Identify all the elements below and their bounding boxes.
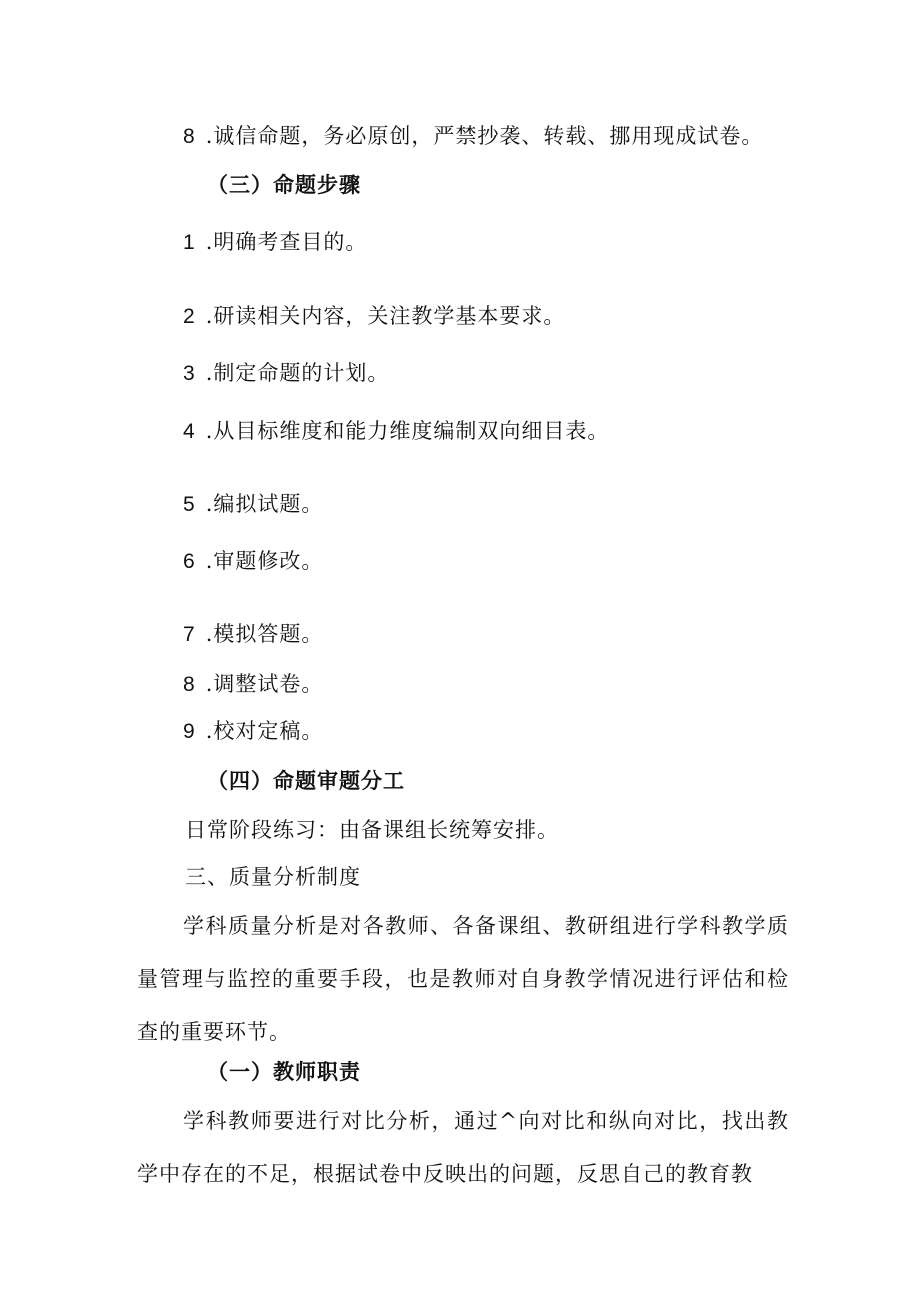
step-number: 3 — [183, 362, 196, 385]
rule-item-8 — [183, 121, 763, 152]
rule-text: .诚信命题，务必原创，严禁抄袭、转载、挪用现成试卷。 — [205, 124, 764, 148]
step-number: 9 — [183, 720, 196, 743]
step-number: 5 — [183, 493, 196, 516]
step-number: 7 — [183, 623, 196, 646]
step-number: 1 — [183, 231, 196, 254]
step-number: 8 — [183, 673, 196, 696]
step-text: .编拟试题。 — [205, 492, 324, 516]
step-text: .校对定稿。 — [205, 719, 324, 743]
quality-paragraph: 学科质量分析是对各教师、各备课组、教研组进行学科教学质量管理与监控的重要手段，也是教师对自身教学情况进行评估和检查的重要环节。 — [137, 914, 789, 1044]
step-item-1 — [183, 227, 367, 258]
section-heading-teacher: （一）教师职责 — [207, 1060, 361, 1084]
step-item-5 — [183, 489, 323, 520]
step-text: .调整试卷。 — [205, 672, 324, 696]
chapter-title-quality: 三、质量分析制度 — [185, 865, 361, 889]
step-item-4 — [183, 416, 609, 447]
step-number: 4 — [183, 420, 196, 443]
step-item-9 — [183, 716, 323, 747]
section-heading-division: （四）命题审题分工 — [207, 769, 405, 793]
rule-number: 8 — [183, 125, 196, 148]
step-text: .模拟答题。 — [205, 622, 324, 646]
step-text: .制定命题的计划。 — [205, 361, 390, 385]
step-item-6 — [183, 546, 323, 577]
step-text: .研读相关内容，关注教学基本要求。 — [205, 304, 566, 328]
step-item-7 — [183, 619, 323, 650]
step-text: .审题修改。 — [205, 549, 324, 573]
step-text: .从目标维度和能力维度编制双向细目表。 — [205, 419, 610, 443]
teacher-paragraph: 学科教师要进行对比分析，通过^向对比和纵向对比，找出教学中存在的不足，根据试卷中反映出的问题，反思自己的教育教 — [137, 1109, 789, 1186]
section-heading-steps: （三）命题步骤 — [207, 173, 361, 197]
step-item-8 — [183, 669, 323, 700]
division-text: 日常阶段练习：由备课组长统筹安排。 — [185, 818, 559, 842]
step-number: 2 — [183, 305, 196, 328]
step-item-3 — [183, 358, 389, 389]
step-text: .明确考查目的。 — [205, 230, 368, 254]
step-number: 6 — [183, 550, 196, 573]
step-item-2 — [183, 301, 565, 332]
